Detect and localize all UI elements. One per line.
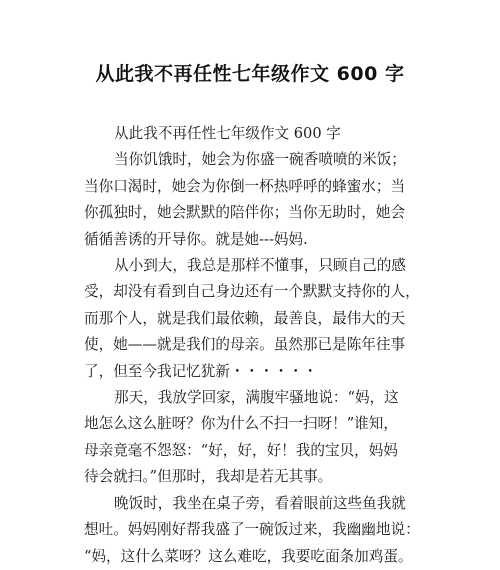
paragraph-line: 使，她——就是我们的母亲。虽然那已是陈年往事	[84, 336, 406, 354]
paragraph-line: 从小到大，我总是那样不懂事，只顾自己的感	[114, 257, 406, 275]
essay-body	[84, 121, 420, 570]
paragraph-line: 了，但至今我记忆犹新・・・・・・	[84, 362, 318, 380]
paragraph-line: 当你口渴时，她会为你倒一杯热呼呼的蜂蜜水；当	[84, 177, 406, 195]
paragraph-line: 地怎么这么脏呀？你为什么不扫一扫呀！”谁知，	[84, 415, 398, 433]
paragraph-line: 母亲竟毫不怨怒：“好，好，好！我的宝贝，妈妈	[84, 441, 398, 459]
essay-paragraph	[84, 253, 420, 385]
paragraph-line: 从此我不再任性七年级作文 600 字	[114, 125, 341, 142]
paragraph-line: 那天，我放学回家，满腹牢骚地说：“妈，这	[114, 389, 399, 407]
paragraph-line: “妈，这什么菜呀？这么难吃，我要吃面条加鸡蛋。	[84, 547, 413, 565]
paragraph-line: 受，却没有看到自己身边还有一个默默支持你的人，	[84, 283, 420, 301]
paragraph-line: 循循善诱的开导你。就是她---妈妈.	[84, 230, 308, 248]
essay-subtitle-paragraph	[84, 121, 420, 147]
essay-paragraph	[84, 491, 420, 570]
paragraph-line: 待会就扫。”但那时，我却是若无其事。	[84, 468, 333, 486]
paragraph-line: 当你饥饿时，她会为你盛一碗香喷喷的米饭；	[114, 151, 406, 169]
paragraph-line: 你孤独时，她会默默的陪伴你；当你无助时，她会	[84, 204, 406, 222]
essay-paragraph	[84, 147, 420, 253]
paragraph-line: 而那个人，就是我们最依赖，最善良，最伟大的天	[84, 309, 406, 327]
paragraph-line: 晚饭时，我坐在桌子旁，看着眼前这些鱼我就	[114, 494, 406, 512]
document-title: 从此我不再任性七年级作文 600 字	[95, 63, 405, 85]
essay-paragraph	[84, 385, 420, 491]
paragraph-line: 想吐。妈妈刚好帮我盛了一碗饭过来，我幽幽地说：	[84, 521, 420, 539]
